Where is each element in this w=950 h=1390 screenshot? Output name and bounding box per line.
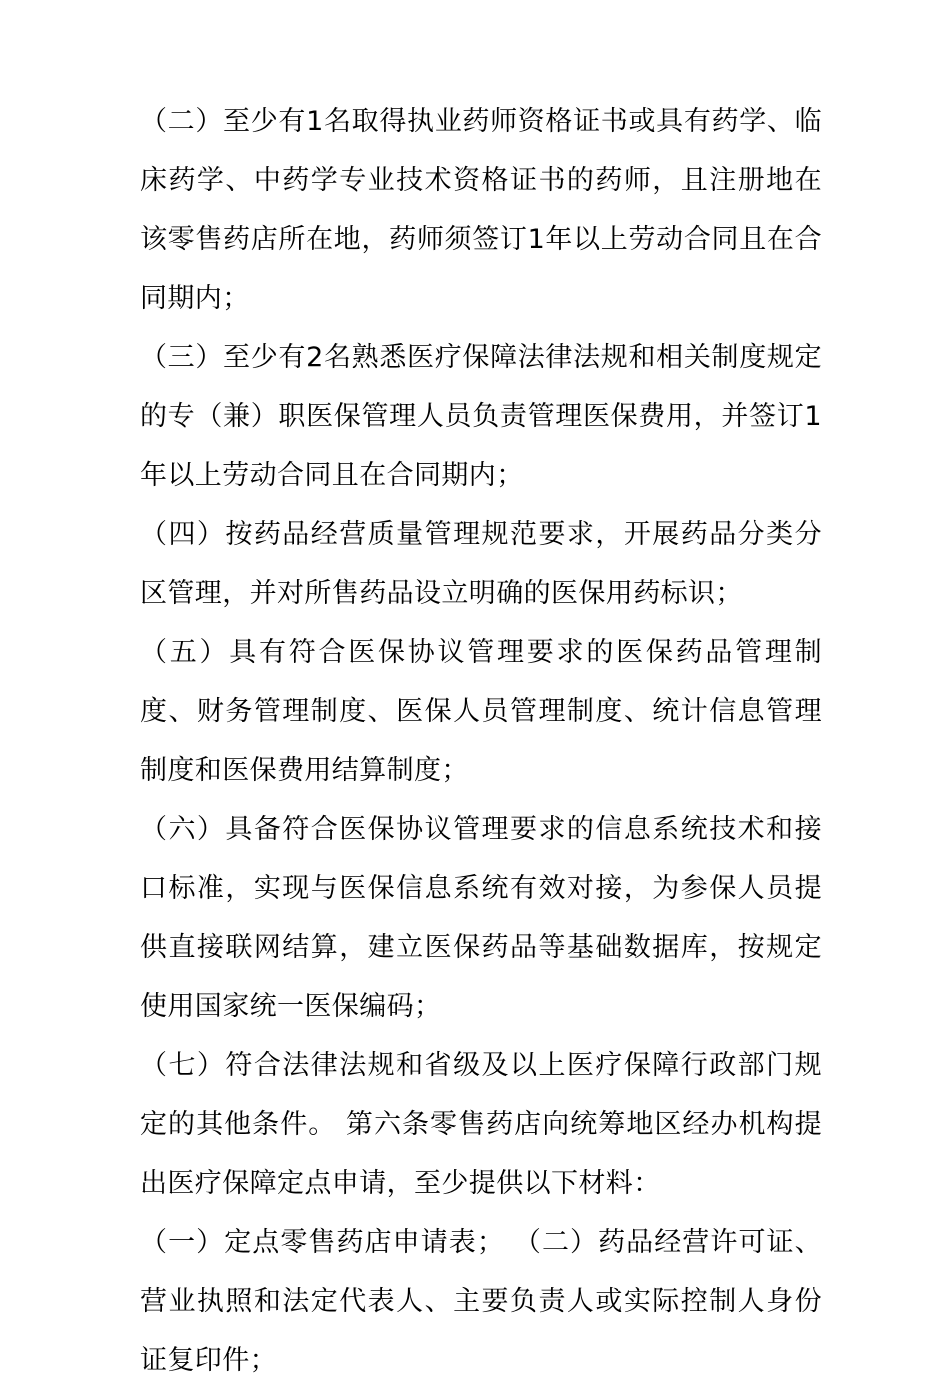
- paragraph-5: （五）具有符合医保协议管理要求的医保药品管理制度、财务管理制度、医保人员管理制度、统计信息管理制度和医保费用结算制度；: [140, 637, 822, 786]
- document-body: [140, 92, 822, 1390]
- paragraph-2: （二）至少有1名取得执业药师资格证书或具有药学、临床药学、中药学专业技术资格证书的药师，且注册地在该零售药店所在地，药师须签订1年以上劳动合同且在合同期内；: [140, 106, 822, 314]
- paragraph-8: （一）定点零售药店申请表； （二）药品经营许可证、营业执照和法定代表人、主要负责人或实际控制人身份证复印件；: [140, 1227, 822, 1376]
- paragraph-4: （四）按药品经营质量管理规范要求，开展药品分类分区管理，并对所售药品设立明确的医保用药标识；: [140, 519, 822, 609]
- paragraph-6: （六）具备符合医保协议管理要求的信息系统技术和接口标准，实现与医保信息系统有效对接，为参保人员提供直接联网结算，建立医保药品等基础数据库，按规定使用国家统一医保编码；: [140, 814, 822, 1022]
- paragraph-7: （七）符合法律法规和省级及以上医疗保障行政部门规定的其他条件。 第六条零售药店向统筹地区经办机构提出医疗保障定点申请，至少提供以下材料：: [140, 1050, 822, 1199]
- paragraph-3: （三）至少有2名熟悉医疗保障法律法规和相关制度规定的专（兼）职医保管理人员负责管理医保费用，并签订1年以上劳动合同且在合同期内；: [140, 342, 822, 491]
